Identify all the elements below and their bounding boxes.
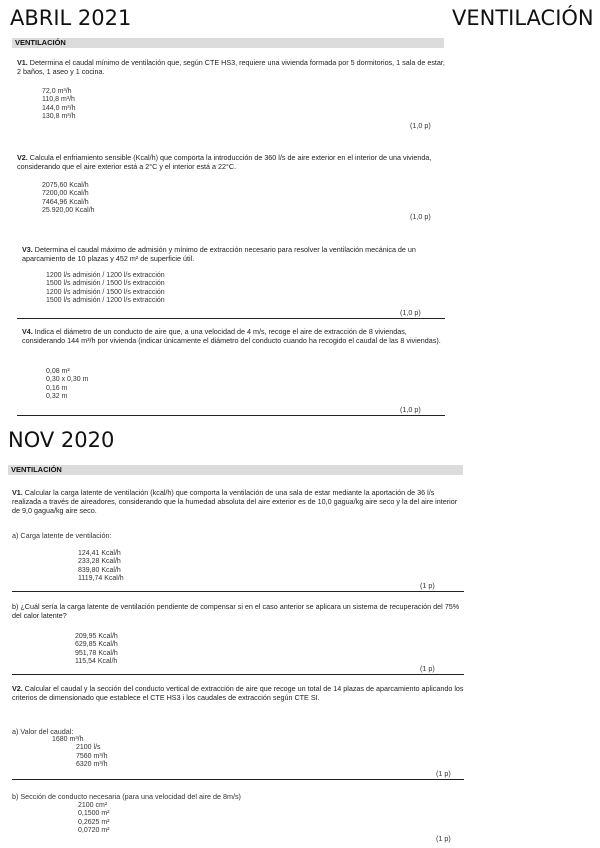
option[interactable]: 0,16 m xyxy=(46,384,68,392)
divider-v3 xyxy=(17,318,445,319)
subquestion-a: a) Carga latente de ventilación: xyxy=(12,531,112,540)
option[interactable]: 7464,96 Kcal/h xyxy=(42,198,89,206)
points-v3-top: (1,0 p) xyxy=(400,308,421,317)
option[interactable]: 1500 l/s admisión / 1500 l/s extracción xyxy=(46,280,165,288)
points-v1b: (1 p) xyxy=(420,664,435,673)
subquestion-b: b) ¿Cuál sería la carga latente de ventilación pendiente de compensar si en el caso anterior se aplicara un sistema de recuperación del 75% del calor latente? xyxy=(12,602,460,620)
question-v4-top xyxy=(22,327,445,345)
question-text: Determina el caudal mínimo de ventilación que, según CTE HS3, requiere una vivienda formada por 5 dormitorios, 1 sala de estar, 2 baños, 1 aseo y 1 cocina. xyxy=(17,58,445,76)
question-v3-top xyxy=(22,245,445,263)
option[interactable]: 110,8 m³/h xyxy=(42,96,75,104)
options-v3-top xyxy=(46,272,165,305)
divider-v2a xyxy=(12,779,464,780)
exam-date-nov-2020: NOV 2020 xyxy=(8,428,115,452)
option[interactable]: 233,28 Kcal/h xyxy=(78,558,121,566)
option[interactable]: 124,41 Kcal/h xyxy=(78,550,121,557)
option[interactable]: 1680 m³/h xyxy=(52,736,84,743)
points-v2b: (1 p) xyxy=(436,834,451,843)
option[interactable]: 115,54 Kcal/h xyxy=(75,657,118,665)
option[interactable]: 144,0 m³/h xyxy=(42,104,76,112)
subquestion-b: b) Sección de conducto necesaria (para una velocidad del aire de 8m/s) xyxy=(12,792,241,801)
question-v2-top xyxy=(17,153,445,171)
question-number: V1. xyxy=(17,58,28,67)
question-v1-bottom xyxy=(12,488,464,515)
option[interactable]: 72,0 m³/h xyxy=(42,88,72,95)
section-bar-bottom: VENTILACIÓN xyxy=(8,465,463,475)
option[interactable]: 0,0720 m² xyxy=(78,826,110,834)
option[interactable]: 1200 l/s admisión / 1500 l/s extracción xyxy=(46,288,165,296)
option[interactable]: 0,08 m² xyxy=(46,368,70,375)
option[interactable]: 951,78 Kcal/h xyxy=(75,649,118,657)
section-bar-top: VENTILACIÓN xyxy=(12,38,444,48)
subquestion-a: a) Valor del caudal: xyxy=(12,727,74,736)
subject-title: VENTILACIÓN xyxy=(452,6,594,30)
option[interactable]: 1119,74 Kcal/h xyxy=(78,574,124,582)
option[interactable]: 2075,60 Kcal/h xyxy=(42,182,89,189)
option[interactable]: 1200 l/s admisión / 1200 l/s extracción xyxy=(46,272,165,279)
question-number: V1. xyxy=(12,488,23,497)
question-number: V3. xyxy=(22,245,33,254)
options-v2a xyxy=(52,736,108,769)
exam-date-april-2021: ABRIL 2021 xyxy=(10,6,132,30)
option[interactable]: 6320 m³/h xyxy=(76,760,108,768)
option[interactable]: 0,30 x 0,30 m xyxy=(46,376,89,384)
question-v1-top xyxy=(17,58,445,76)
option[interactable]: 25.920,00 Kcal/h xyxy=(42,206,95,214)
options-v1-top xyxy=(42,88,75,121)
divider-v1a xyxy=(12,591,464,592)
option[interactable]: 0,32 m xyxy=(46,392,68,400)
points-v2-top: (1,0 p) xyxy=(410,212,431,221)
question-v2-bottom xyxy=(12,684,464,702)
option[interactable]: 0,1500 m² xyxy=(78,810,110,818)
option[interactable]: 629,85 Kcal/h xyxy=(75,641,118,649)
option[interactable]: 0,2625 m² xyxy=(78,818,110,826)
options-v4-top xyxy=(46,368,88,401)
option[interactable]: 209,95 Kcal/h xyxy=(75,633,118,640)
question-text: Indica el diámetro de un conducto de aire que, a una velocidad de 4 m/s, recoge el aire de extracción de 8 viviendas, considerando 144 m³/h por vivienda (indicar únicamente el diámetro del conducto cuando ha recogido el caudal de las 8 viviendas). xyxy=(22,327,441,345)
option[interactable]: 130,8 m³/h xyxy=(42,112,76,120)
options-v2b xyxy=(78,802,110,835)
option[interactable]: 2100 l/s xyxy=(76,744,101,752)
question-text: Determina el caudal máximo de admisión y mínimo de extracción necesario para resolver la ventilación mecánica de un aparcamiento de 10 plazas y 452 m² de superficie útil. xyxy=(22,245,416,263)
points-v4-top: (1,0 p) xyxy=(400,405,421,414)
question-number: V2. xyxy=(17,153,28,162)
options-v2-top xyxy=(42,182,95,215)
points-v1-top: (1,0 p) xyxy=(410,121,431,130)
option[interactable]: 7200,00 Kcal/h xyxy=(42,190,89,198)
options-v1a xyxy=(78,550,124,583)
option[interactable]: 2100 cm² xyxy=(78,802,108,809)
option[interactable]: 839,80 Kcal/h xyxy=(78,566,121,574)
points-v2a: (1 p) xyxy=(436,769,451,778)
question-text: Calcula el enfriamiento sensible (Kcal/h) que comporta la introducción de 360 l/s de aire exterior en el interior de una vivienda, considerando que el aire exterior está a 2°C y el interior está a 22°C. xyxy=(17,153,432,171)
points-v1a: (1 p) xyxy=(420,581,435,590)
options-v1b xyxy=(75,633,118,666)
option[interactable]: 1500 l/s admisión / 1200 l/s extracción xyxy=(46,296,165,304)
question-number: V2. xyxy=(12,684,23,693)
option[interactable]: 7560 m³/h xyxy=(76,752,108,760)
question-text: Calcular la carga latente de ventilación (kcal/h) que comporta la ventilación de una sala de estar mediante la aportación de 36 l/s realizada a través de aireadores, considerando que la humedad absoluta del aire exterior es de 10,0 gagua/kg aire seco y la del aire interior de 9,0 gagua/kg aire seco. xyxy=(12,488,458,515)
question-text: Calcular el caudal y la sección del conducto vertical de extracción de aire que recoge un total de 14 plazas de aparcamiento aplicando los criterios de dimensionado que establece el CTE HS3 i los caudales de extracción según CTE SI. xyxy=(12,684,464,702)
divider-v1b xyxy=(12,674,464,675)
question-number: V4. xyxy=(22,327,33,336)
divider-v4 xyxy=(17,415,445,416)
